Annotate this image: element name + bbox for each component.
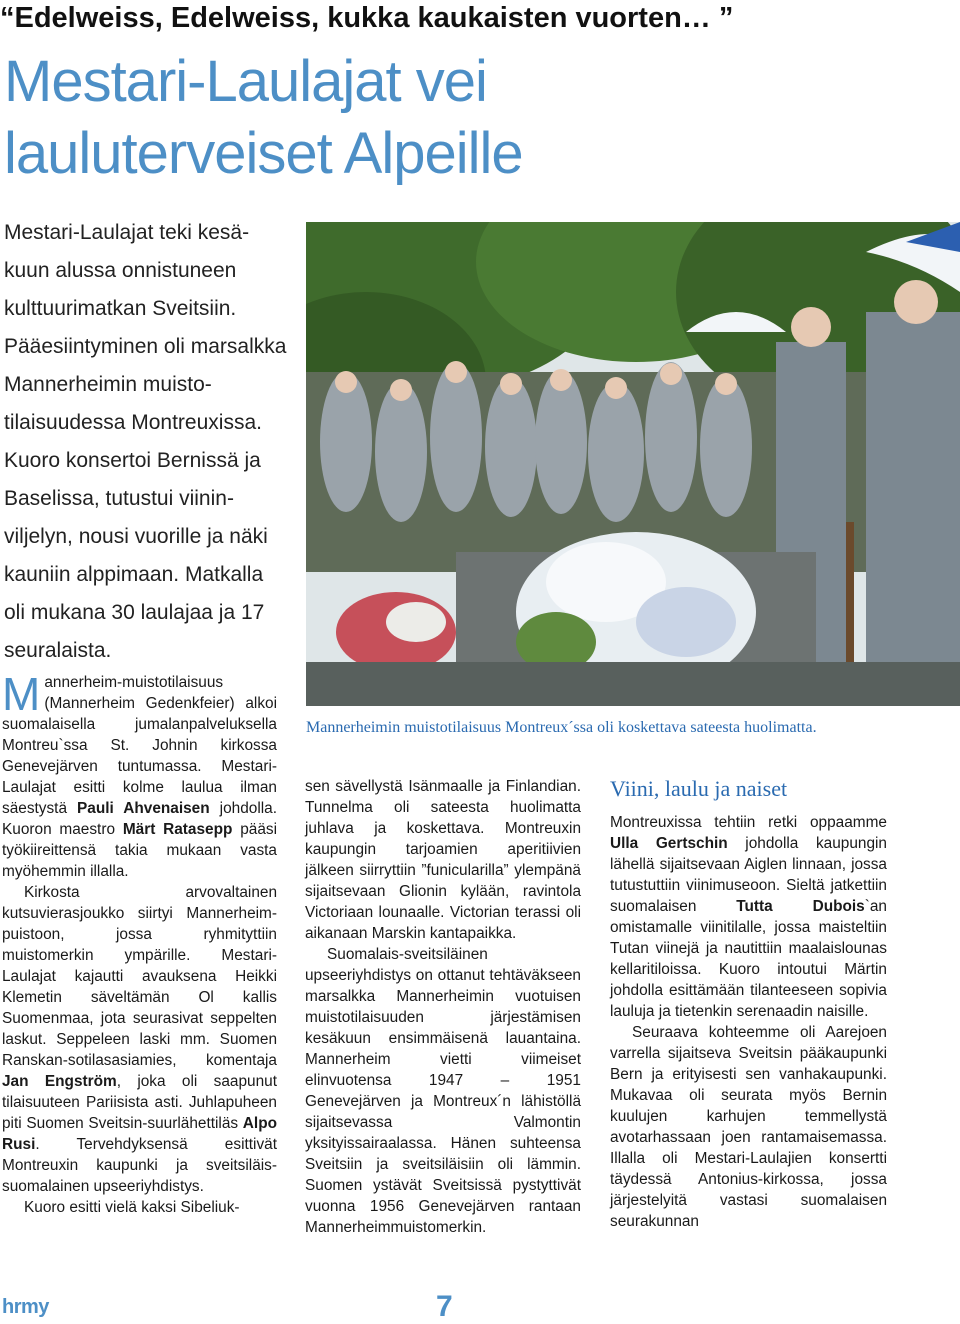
lede-line: Baselissa, tutustui viinin- <box>4 487 234 510</box>
lede-line: kulttuurimatkan Sveitsiin. <box>4 297 237 320</box>
paragraph: Kuoro esitti vielä kaksi Sibeliuk- <box>24 1199 240 1216</box>
lede-line: oli mukana 30 laulajaa ja 17 <box>4 601 265 624</box>
lede-line: Mannerheimin muisto- <box>4 373 212 396</box>
publication-logo: hrmy <box>2 1296 49 1318</box>
text: johdolla. Kuoron maestro <box>2 800 278 838</box>
lede-line: kuun alussa onnistuneen <box>4 259 237 282</box>
page-number: 7 <box>436 1290 453 1323</box>
article-column-3 <box>610 776 887 1232</box>
text: annerheim-muistotilaisuus (Mannerheim Gedenkfeier) alkoi suomalaisella jumalanpalveluksella Montreu`ssa St. Johnin kirkossa Genevejärven tuntumassa. Mestari-Laulajat esitti kolme laulua ilman säestystä <box>2 674 277 817</box>
lede-line: tilaisuudessa Montreuxissa. <box>4 411 262 434</box>
memorial-photo-illustration <box>306 222 960 706</box>
person-name: Alpo Rusi <box>2 1115 277 1153</box>
article-column-1 <box>2 668 278 1218</box>
person-name: Jan Engström <box>2 1073 117 1090</box>
paragraph <box>2 668 278 882</box>
paragraph <box>2 882 277 1197</box>
headline-line-1: Mestari-Laulajat vei <box>4 49 487 114</box>
text: Kirkosta arvovaltainen kutsuvierasjoukko siirtyi Mannerheim-puistoon, jossa ryhmityttiin muistomerkin ympärille. Mestari-Laulajat kajautti avauksena Heikki Klemetin säveltämän Ol kallis Suomenmaa, jota seurasivat seppelten laskut. Seppeleen laski mm. Suomen Ranskan-sotilasasiamies, komentaja <box>2 884 277 1069</box>
headline <box>4 46 704 190</box>
person-name: Ulla Gertschin <box>610 835 728 852</box>
text: pääsi työkiireittensä takia mukaan vasta myöhemmin illalla. <box>2 821 277 880</box>
drop-cap: M <box>2 668 41 720</box>
lede-line: seuralaista. <box>4 639 112 662</box>
text: Montreuxissa tehtiin retki oppaamme <box>610 814 887 831</box>
memorial-photo <box>306 222 960 706</box>
lede-line: Mestari-Laulajat teki kesä- <box>4 221 250 244</box>
text: , joka oli saapunut tilaisuuteen Pariisista asti. Juhlapuheen piti Suomen Sveitsin-suurlähettiläs <box>2 1073 277 1132</box>
person-name: Märt Ratasepp <box>122 821 233 838</box>
text: . Tervehdyksensä esittivät Montreuxin kaupunki ja sveitsiläis-suomalainen upseeriyhdistys. <box>2 1136 277 1195</box>
person-name: Tutta Dubois <box>736 898 865 915</box>
text: `an omistamalle viinitilalle, jossa maisteltiin Tutan viinejä ja nautittiin maalaislounas kellaritiloissa. Kuoro intoutui Märtin johdolla esittämään tilanteeseen sopivia lauluja ja tietenkin serenaadin naisille. <box>610 898 887 1020</box>
lede-line: kauniin alppimaan. Matkalla <box>4 563 264 586</box>
article-column-2 <box>305 776 581 1238</box>
text: johdolla kaupungin lähellä sijaitsevaan Aiglen linnaan, jossa tutustuttiin viinimuseoon. Sieltä jatkettiin suomalaisen <box>610 835 887 915</box>
lede-line: Kuoro konsertoi Bernissä ja <box>4 449 261 472</box>
lede-line: Pääesiintyminen oli marsalkka <box>4 335 287 358</box>
person-name: Pauli Ahvenaisen <box>77 800 210 817</box>
paragraph: Seuraava kohteemme oli Aarejoen varrella sijaitseva Sveitsin pääkaupunki Bern ja erityisesti sen vanhakaupunki. Mukavaa oli seurata myös Bernin kuulujen karhujen temmellystä avotarhassaan joen rantamaisemassa. Illalla oli Mestari-Laulajien konsertti täydessä Antonius-kirkossa, jossa järjestelyitä vastasi suomalaisen seurakunnan <box>610 1024 887 1230</box>
lede-line: viljelyn, nousi vuorille ja näki <box>4 525 268 548</box>
paragraph: sen sävellystä Isänmaalle ja Finlandian. Tunnelma oli sateesta huolimatta juhlava ja koskettava. Montreuxin kaupungin tarjoamien aperitiivien jälkeen siirryttiin ”funicularilla” ylempänä sijaitsevaan Glionin kylään, ravintola Victoriaan lounaalle. Victorian terassi oli aikanaan Marskin kantapaikka. <box>305 778 581 942</box>
paragraph: Suomalais-sveitsiläinen upseeriyhdistys on ottanut tehtäväkseen marsalkka Mannerheimin vuotuisen muistotilaisuuden järjestämisen kesäkuun ensimmäisenä lauantaina. Mannerheim vietti viimeiset elinvuotensa 1947 – 1951 Genevejärven ja Montreux´n lähistöllä sijaitsevassa Valmontin yksityissairaalassa. Hänen suhteensa Sveitsiin ja sveitsiläisiin oli lämmin. Suomen ystävät Sveitsissä pystyttivät vuonna 1956 Genevejärven rantaan Mannerheimmuistomerkin. <box>305 946 581 1236</box>
section-heading: Viini, laulu ja naiset <box>610 776 788 801</box>
headline-line-2: lauluterveiset Alpeille <box>4 121 523 186</box>
lede <box>4 214 304 670</box>
kicker: “Edelweiss, Edelweiss, kukka kaukaisten vuorten… ” <box>0 2 734 34</box>
photo-caption: Mannerheimin muistotilaisuus Montreux´ssa oli koskettava sateesta huolimatta. <box>306 719 817 736</box>
paragraph <box>610 812 887 1022</box>
